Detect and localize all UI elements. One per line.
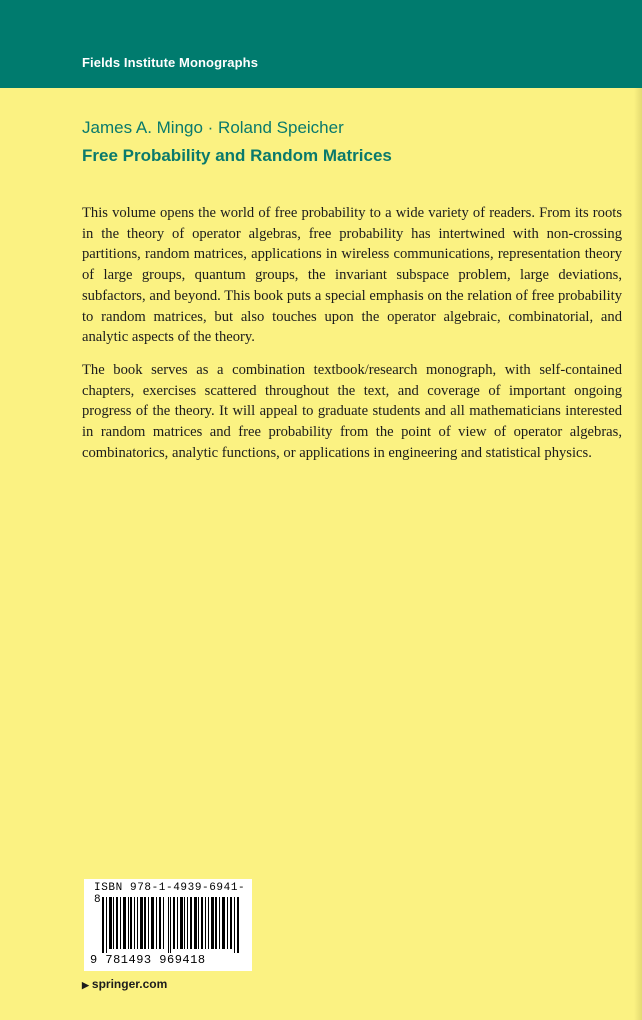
- publisher-link[interactable]: [82, 977, 167, 991]
- series-band: [0, 0, 642, 88]
- book-description: [82, 203, 622, 475]
- barcode-bars-icon: [102, 897, 240, 953]
- description-paragraph-1: This volume opens the world of free probability to a wide variety of readers. From its roots in the theory of operator algebras, free probability has intertwined with non-crossing partitions, random matrices, applications in wireless communications, representation theory of large groups, quantum groups, the invariant subspace problem, large deviations, subfactors, and beyond. This book puts a special emphasis on the relation of free probability to random matrices, but also touches upon the operator algebraic, combinatorial, and analytic aspects of the theory.: [82, 205, 622, 346]
- barcode-digits: 9 781493 969418: [90, 953, 206, 967]
- book-authors: James A. Mingo · Roland Speicher: [82, 118, 344, 137]
- arrow-right-icon: ▶: [82, 980, 89, 990]
- description-paragraph-2: The book serves as a combination textbook/research monograph, with self-contained chapters, exercises scattered throughout the text, and coverage of important ongoing progress of the theory. It will appeal to graduate students and all mathematicians interested in random matrices and free probability from the point of view of operator algebras, combinatorics, analytic functions, or applications in engineering and statistical physics.: [82, 361, 622, 461]
- publisher-link-text: springer.com: [91, 977, 168, 991]
- barcode: [84, 879, 252, 971]
- series-name: Fields Institute Monographs: [82, 55, 259, 70]
- book-title: Free Probability and Random Matrices: [82, 146, 392, 165]
- isbn-label: ISBN 978-1-4939-6941-8: [94, 882, 246, 906]
- spine-shadow: [634, 88, 642, 1020]
